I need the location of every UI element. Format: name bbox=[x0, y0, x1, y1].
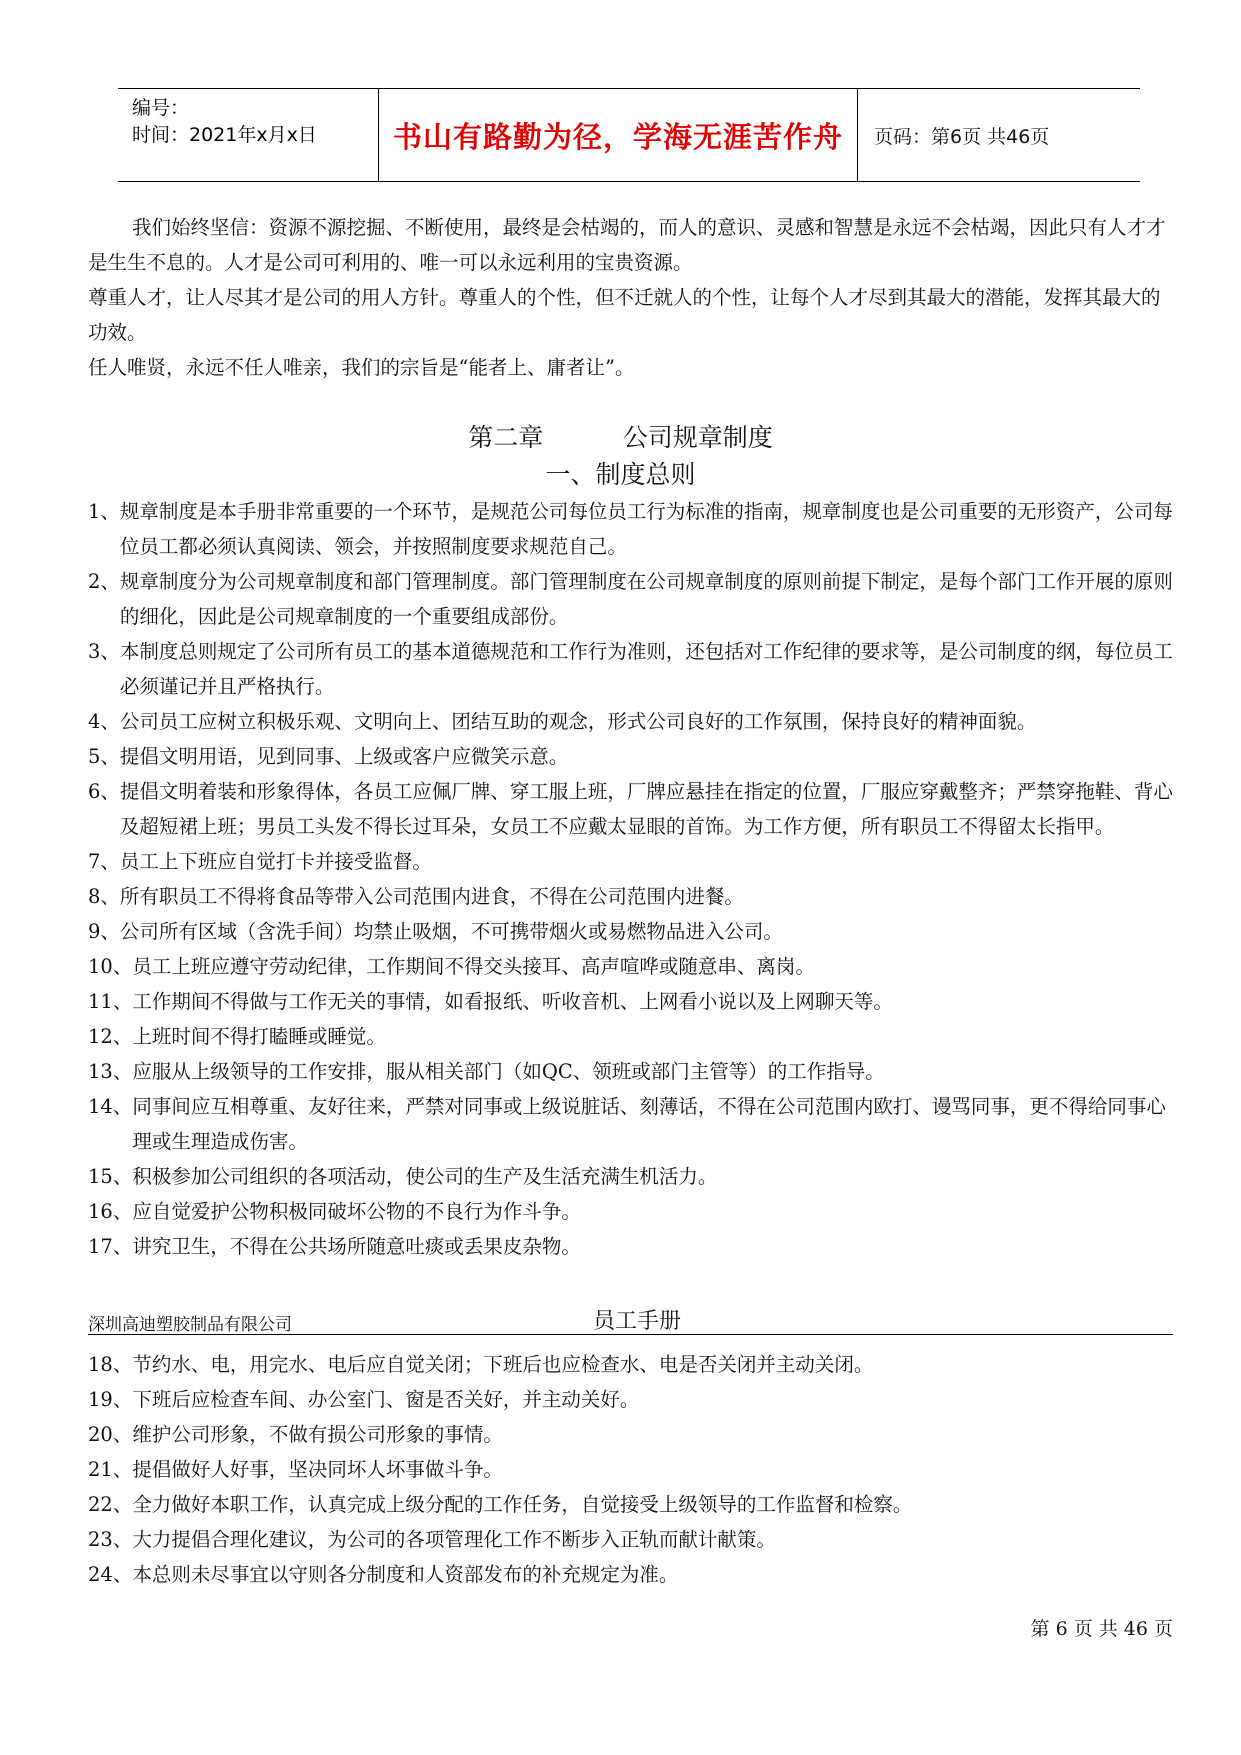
rules-list-part-2 bbox=[88, 1347, 1173, 1592]
item-text: 应服从上级领导的工作安排，服从相关部门（如QC、领班或部门主管等）的工作指导。 bbox=[132, 1060, 885, 1083]
handbook-title: 员工手册 bbox=[593, 1309, 682, 1334]
list-item bbox=[88, 1557, 1173, 1592]
chapter-title: 第二章 公司规章制度 bbox=[468, 423, 773, 452]
item-text: 本总则未尽事宜以守则各分制度和人资部发布的补充规定为准。 bbox=[132, 1563, 679, 1586]
time-label: 时间：2021年x月x日 bbox=[132, 124, 317, 146]
item-number: 23、 bbox=[88, 1528, 133, 1551]
list-item bbox=[88, 1054, 1173, 1089]
list-item bbox=[88, 1382, 1173, 1417]
item-number: 1、 bbox=[88, 500, 120, 523]
item-text: 下班后应检查车间、办公室门、窗是否关好，并主动关好。 bbox=[132, 1388, 640, 1411]
header-page-info: 页码：第6页 共46页 bbox=[874, 125, 1050, 148]
company-name: 深圳高迪塑胶制品有限公司 bbox=[88, 1315, 292, 1335]
list-item bbox=[88, 1229, 1173, 1264]
list-item bbox=[88, 564, 1173, 634]
item-text: 同事间应互相尊重、友好往来，严禁对同事或上级说脏话、刻薄话，不得在公司范围内欧打、谩骂同事，更不得给同事心理或生理造成伤害。 bbox=[132, 1095, 1166, 1153]
intro-paragraph-2: 尊重人才，让人尽其才是公司的用人方针。尊重人的个性，但不迁就人的个性，让每个人才尽到其最大的潜能，发挥其最大的功效。 bbox=[88, 286, 1161, 344]
item-number: 8、 bbox=[88, 885, 120, 908]
intro-text bbox=[88, 210, 1173, 385]
item-text: 员工上班应遵守劳动纪律，工作期间不得交头接耳、高声喧哗或随意串、离岗。 bbox=[132, 955, 815, 978]
item-number: 24、 bbox=[88, 1563, 133, 1586]
section-title: 一、制度总则 bbox=[545, 460, 696, 489]
item-text: 积极参加公司组织的各项活动，使公司的生产及生活充满生机活力。 bbox=[132, 1165, 718, 1188]
list-item bbox=[88, 949, 1173, 984]
item-text: 提倡文明用语，见到同事、上级或客户应微笑示意。 bbox=[119, 745, 569, 768]
list-item bbox=[88, 844, 1173, 879]
item-number: 22、 bbox=[88, 1493, 133, 1516]
item-number: 12、 bbox=[88, 1025, 133, 1048]
list-item bbox=[88, 914, 1173, 949]
item-number: 3、 bbox=[88, 640, 120, 663]
list-item bbox=[88, 739, 1173, 774]
list-item bbox=[88, 1194, 1173, 1229]
item-text: 员工上下班应自觉打卡并接受监督。 bbox=[119, 850, 432, 873]
header-meta-cell bbox=[118, 89, 379, 181]
item-text: 应自觉爱护公物积极同破坏公物的不良行为作斗争。 bbox=[132, 1200, 581, 1223]
item-text: 公司员工应树立积极乐观、文明向上、团结互助的观念，形式公司良好的工作氛围，保持良好的精神面貌。 bbox=[119, 710, 1037, 733]
item-text: 公司所有区域（含洗手间）均禁止吸烟，不可携带烟火或易燃物品进入公司。 bbox=[119, 920, 783, 943]
rules-list-part-1 bbox=[88, 494, 1173, 1264]
item-text: 上班时间不得打瞌睡或睡觉。 bbox=[132, 1025, 386, 1048]
item-text: 所有职员工不得将食品等带入公司范围内进食，不得在公司范围内进餐。 bbox=[119, 885, 744, 908]
list-item bbox=[88, 1159, 1173, 1194]
item-number: 4、 bbox=[88, 710, 120, 733]
item-number: 17、 bbox=[88, 1235, 133, 1258]
item-text: 本制度总则规定了公司所有员工的基本道德规范和工作行为准则，还包括对工作纪律的要求等，是公司制度的纲，每位员工必须谨记并且严格执行。 bbox=[119, 640, 1173, 698]
list-item bbox=[88, 1089, 1173, 1159]
running-footer bbox=[88, 1304, 1173, 1335]
item-text: 维护公司形象，不做有损公司形象的事情。 bbox=[132, 1423, 503, 1446]
item-text: 讲究卫生，不得在公共场所随意吐痰或丢果皮杂物。 bbox=[132, 1235, 581, 1258]
list-item bbox=[88, 494, 1173, 564]
item-number: 19、 bbox=[88, 1388, 133, 1411]
item-number: 18、 bbox=[88, 1353, 133, 1376]
list-item bbox=[88, 1417, 1173, 1452]
list-item bbox=[88, 1347, 1173, 1382]
document-header bbox=[118, 88, 1140, 182]
list-item bbox=[88, 1522, 1173, 1557]
item-number: 21、 bbox=[88, 1458, 133, 1481]
item-text: 节约水、电，用完水、电后应自觉关闭；下班后也应检查水、电是否关闭并主动关闭。 bbox=[132, 1353, 874, 1376]
intro-paragraph-3: 任人唯贤，永远不任人唯亲，我们的宗旨是“能者上、庸者让”。 bbox=[88, 356, 635, 379]
list-item bbox=[88, 634, 1173, 704]
item-text: 提倡做好人好事，坚决同坏人坏事做斗争。 bbox=[132, 1458, 503, 1481]
item-number: 15、 bbox=[88, 1165, 133, 1188]
item-text: 规章制度是本手册非常重要的一个环节，是规范公司每位员工行为标准的指南，规章制度也是公司重要的无形资产，公司每位员工都必须认真阅读、领会，并按照制度要求规范自己。 bbox=[119, 500, 1173, 558]
item-number: 10、 bbox=[88, 955, 133, 978]
item-text: 大力提倡合理化建议，为公司的各项管理化工作不断步入正轨而献计献策。 bbox=[132, 1528, 776, 1551]
item-number: 20、 bbox=[88, 1423, 133, 1446]
item-text: 全力做好本职工作，认真完成上级分配的工作任务，自觉接受上级领导的工作监督和检察。 bbox=[132, 1493, 913, 1516]
item-number: 16、 bbox=[88, 1200, 133, 1223]
item-number: 2、 bbox=[88, 570, 120, 593]
item-number: 6、 bbox=[88, 780, 120, 803]
list-item bbox=[88, 984, 1173, 1019]
item-number: 5、 bbox=[88, 745, 120, 768]
motto: 书山有路勤为径，学海无涯苦作舟 bbox=[392, 119, 843, 154]
list-item bbox=[88, 704, 1173, 739]
list-item bbox=[88, 879, 1173, 914]
list-item bbox=[88, 774, 1173, 844]
item-text: 提倡文明着装和形象得体，各员工应佩厂牌、穿工服上班，厂牌应悬挂在指定的位置，厂服应穿戴整齐；严禁穿拖鞋、背心及超短裙上班；男员工头发不得长过耳朵，女员工不应戴太显眼的首饰。为工作方便，所有职员工不得留太长指甲。 bbox=[119, 780, 1173, 838]
list-item bbox=[88, 1019, 1173, 1054]
list-item bbox=[88, 1452, 1173, 1487]
item-text: 规章制度分为公司规章制度和部门管理制度。部门管理制度在公司规章制度的原则前提下制定，是每个部门工作开展的原则的细化，因此是公司规章制度的一个重要组成部份。 bbox=[119, 570, 1173, 628]
header-motto-cell bbox=[379, 89, 858, 181]
header-page-cell bbox=[858, 89, 1140, 181]
item-number: 14、 bbox=[88, 1095, 133, 1118]
item-number: 7、 bbox=[88, 850, 120, 873]
item-number: 13、 bbox=[88, 1060, 133, 1083]
intro-paragraph-1: 我们始终坚信：资源不源挖掘、不断使用，最终是会枯竭的，而人的意识、灵感和智慧是永远不会枯竭，因此只有人才才是生生不息的。人才是公司可利用的、唯一可以永远利用的宝贵资源。 bbox=[88, 216, 1166, 274]
number-label: 编号： bbox=[132, 97, 190, 119]
list-item bbox=[88, 1487, 1173, 1522]
item-number: 9、 bbox=[88, 920, 120, 943]
item-number: 11、 bbox=[88, 990, 133, 1013]
page-number: 第 6 页 共 46 页 bbox=[1030, 1618, 1173, 1640]
item-text: 工作期间不得做与工作无关的事情，如看报纸、听收音机、上网看小说以及上网聊天等。 bbox=[132, 990, 893, 1013]
